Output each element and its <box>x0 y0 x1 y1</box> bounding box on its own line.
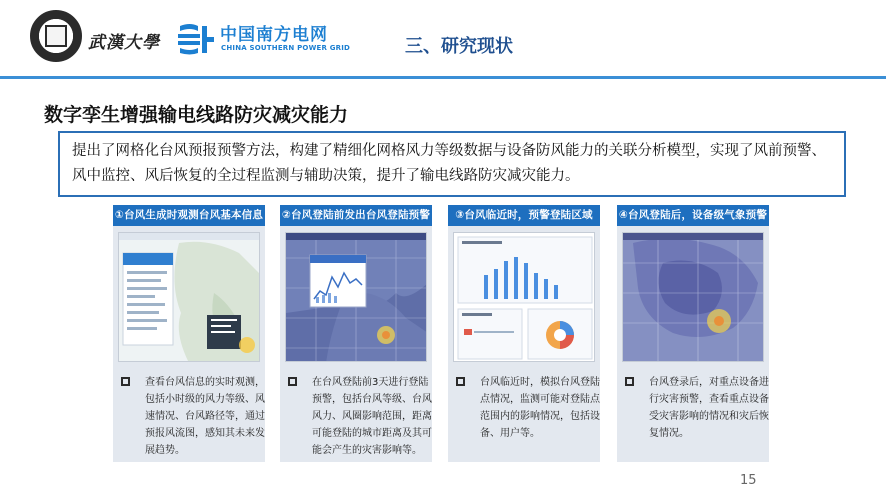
company-name-en: CHINA SOUTHERN POWER GRID <box>221 44 351 52</box>
bullet-square-icon <box>121 377 130 386</box>
map-image <box>119 233 260 362</box>
bullet-square-icon <box>456 377 465 386</box>
panel-landing-area <box>448 205 600 462</box>
header-divider <box>0 76 886 79</box>
summary-box: 提出了网格化台风预报预警方法，构建了精细化网格风力等级数据与设备防风能力的关联分析模型，实现了风前预警、风中监控、风后恢复的全过程监测与辅助决策，提升了输电线路防灾减灾能力。 <box>58 131 846 197</box>
screenshot-landing-area <box>453 232 595 362</box>
screenshot-landing-warning <box>285 232 427 362</box>
map-image <box>623 233 764 362</box>
csg-logo-icon <box>176 22 216 56</box>
dashboard-image <box>454 233 595 362</box>
page-number: 15 <box>740 473 757 488</box>
panel-heading: ①台风生成时观测台风基本信息 <box>113 205 265 226</box>
wuhan-university-seal-logo <box>30 10 82 62</box>
panel-heading: ④台风登陆后，设备级气象预警 <box>617 205 769 226</box>
screenshot-typhoon-info <box>118 232 260 362</box>
panel-device-warning <box>617 205 769 462</box>
seal-building-icon <box>45 25 67 47</box>
panel-observe <box>113 205 265 462</box>
bullet-square-icon <box>288 377 297 386</box>
panel-description: 查看台风信息的实时观测，包括小时级的风力等级、风速情况、台风路径等，通过预报风流图，感知其未来发展趋势。 <box>145 377 265 456</box>
panel-landing-warning <box>280 205 432 462</box>
slide-header <box>0 0 886 78</box>
company-name-cn: 中国南方电网 <box>220 25 328 45</box>
panel-heading: ②台风登陆前发出台风登陆预警 <box>280 205 432 226</box>
section-title: 三、研究现状 <box>405 36 513 57</box>
panel-heading: ③台风临近时，预警登陆区域 <box>448 205 600 226</box>
university-name: 武漢大學 <box>88 33 160 53</box>
screenshot-device-warning <box>622 232 764 362</box>
panel-description: 在台风登陆前3天进行登陆预警，包括台风等级、台风风力、风圈影响范围，距离可能登陆的城市距离及其可能会产生的灾害影响等。 <box>312 377 432 456</box>
panel-description: 台风临近时，模拟台风登陆点情况，监测可能对登陆点范围内的影响情况，包括设备、用户等。 <box>480 377 600 439</box>
panel-description: 台风登录后，对重点设备进行灾害预警，查看重点设备受灾害影响的情况和灾后恢复情况。 <box>649 377 769 439</box>
main-title: 数字孪生增强输电线路防灾减灾能力 <box>44 104 349 126</box>
bullet-square-icon <box>625 377 634 386</box>
map-image <box>286 233 427 362</box>
